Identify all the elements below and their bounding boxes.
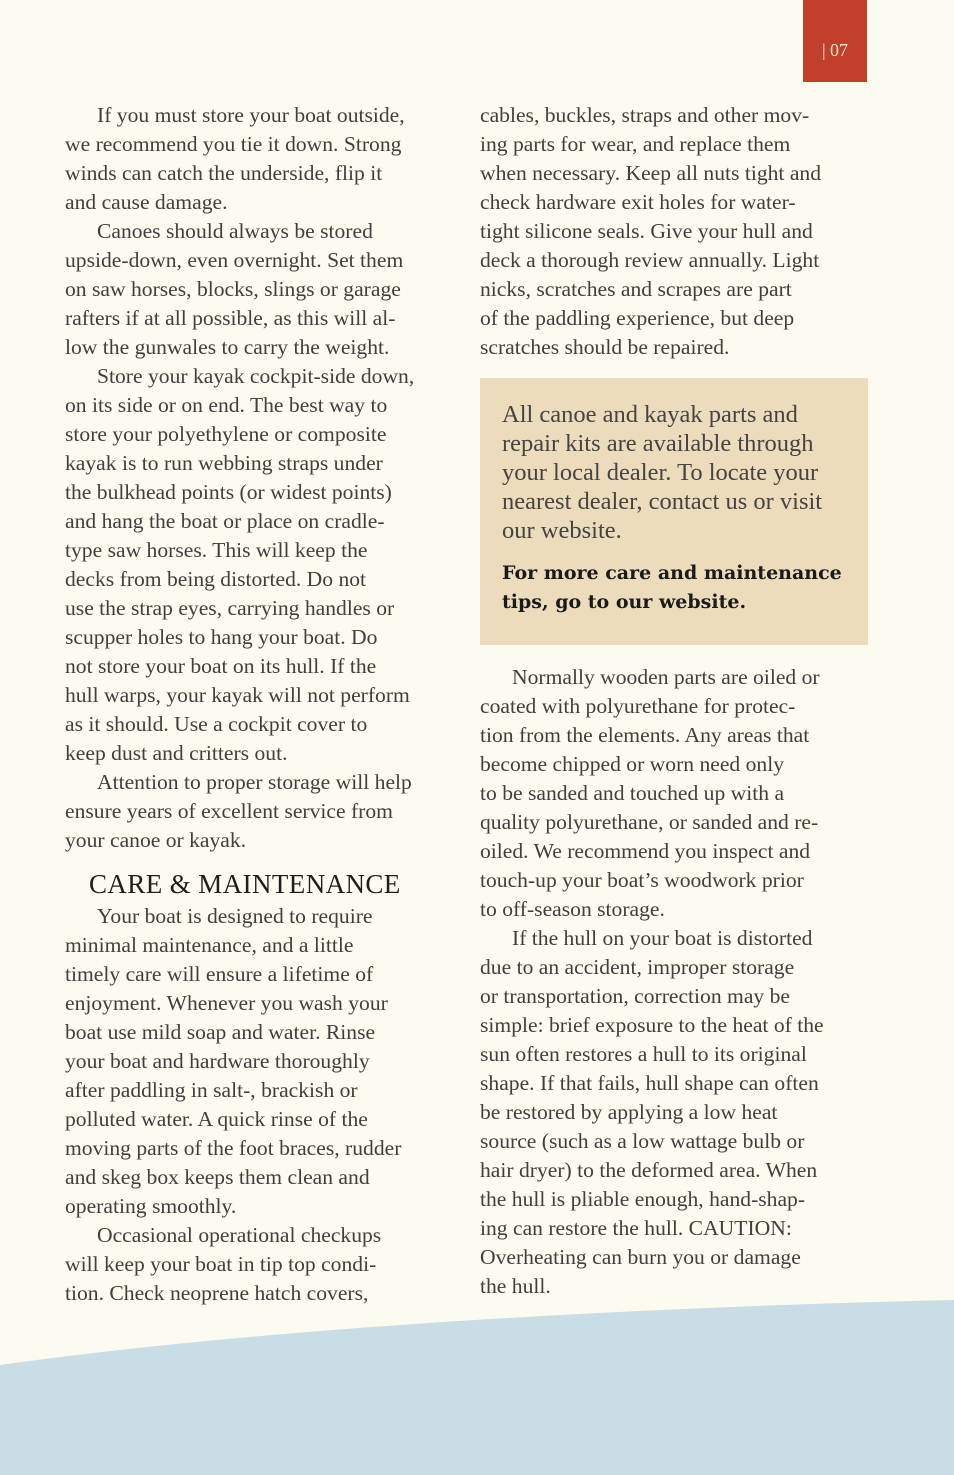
text-line: coated with polyurethane for protec- [480, 694, 796, 718]
text-line: use the strap eyes, carrying handles or [65, 596, 395, 620]
storage-attention-paragraph [65, 768, 457, 855]
text-line: polluted water. A quick rinse of the [65, 1107, 368, 1131]
text-line: repair kits are available through [502, 430, 814, 457]
text-line: If the hull on your boat is distorted [512, 926, 813, 950]
text-line: tion. Check neoprene hatch covers, [65, 1281, 369, 1305]
text-line: decks from being distorted. Do not [65, 567, 367, 591]
section-heading: CARE & MAINTENANCE [89, 869, 401, 899]
maintenance-intro-paragraph [65, 902, 457, 1221]
text-line: be restored by applying a low heat [480, 1100, 778, 1124]
operational-checkups-paragraph [65, 1221, 457, 1308]
text-line: Overheating can burn you or damage [480, 1245, 801, 1269]
text-line: will keep your boat in tip top condi- [65, 1252, 377, 1276]
text-line: and cause damage. [65, 190, 228, 214]
text-line: For more care and maintenance [502, 562, 842, 584]
left-column [65, 101, 457, 1308]
canoe-storage-paragraph [65, 217, 457, 362]
text-line: Canoes should always be stored [97, 219, 373, 243]
text-line: the hull is pliable enough, hand-shap- [480, 1187, 806, 1211]
text-line: touch-up your boat’s woodwork prior [480, 868, 804, 892]
text-line: tion from the elements. Any areas that [480, 723, 810, 747]
wooden-parts-paragraph [480, 663, 868, 924]
text-line: check hardware exit holes for water- [480, 190, 796, 214]
text-line: and skeg box keeps them clean and [65, 1165, 370, 1189]
text-line: on saw horses, blocks, slings or garage [65, 277, 401, 301]
text-line: hair dryer) to the deformed area. When [480, 1158, 818, 1182]
callout-text [502, 400, 848, 545]
text-line: Your boat is designed to require [97, 904, 373, 928]
text-line: source (such as a low wattage bulb or [480, 1129, 805, 1153]
hull-distortion-paragraph [480, 924, 868, 1301]
storage-outside-paragraph [65, 101, 457, 217]
callout-website-tip [502, 559, 848, 617]
text-line: minimal maintenance, and a little [65, 933, 354, 957]
text-line: hull warps, your kayak will not perform [65, 683, 410, 707]
dealer-callout-box [480, 378, 868, 645]
hardware-check-paragraph [480, 101, 868, 362]
text-line: our website. [502, 517, 622, 544]
text-line: Attention to proper storage will help [97, 770, 412, 794]
text-line: not store your boat on its hull. If the [65, 654, 377, 678]
text-line: timely care will ensure a lifetime of [65, 962, 374, 986]
text-line: store your polyethylene or composite [65, 422, 387, 446]
text-line: on its side or on end. The best way to [65, 393, 388, 417]
text-line: Normally wooden parts are oiled or [512, 665, 820, 689]
text-line: oiled. We recommend you inspect and [480, 839, 811, 863]
text-line: tight silicone seals. Give your hull and [480, 219, 813, 243]
text-line: due to an accident, improper storage [480, 955, 795, 979]
text-line: ing parts for wear, and replace them [480, 132, 791, 156]
text-line: All canoe and kayak parts and [502, 401, 798, 428]
text-line: nicks, scratches and scrapes are part [480, 277, 792, 301]
text-line: winds can catch the underside, flip it [65, 161, 383, 185]
text-line: become chipped or worn need only [480, 752, 785, 776]
text-line: keep dust and critters out. [65, 741, 288, 765]
text-line: your local dealer. To locate your [502, 459, 819, 486]
text-line: tips, go to our website. [502, 591, 747, 613]
text-line: shape. If that fails, hull shape can often [480, 1071, 819, 1095]
text-line: when necessary. Keep all nuts tight and [480, 161, 821, 185]
text-line: enjoyment. Whenever you wash your [65, 991, 388, 1015]
kayak-storage-paragraph [65, 362, 457, 768]
text-line: the hull. [480, 1274, 551, 1298]
page-number-tab [803, 0, 867, 82]
text-line: as it should. Use a cockpit cover to [65, 712, 368, 736]
text-line: after paddling in salt-, brackish or [65, 1078, 358, 1102]
page-number: | 07 [821, 40, 849, 60]
text-line: deck a thorough review annually. Light [480, 248, 820, 272]
text-line: type saw horses. This will keep the [65, 538, 368, 562]
text-line: to off-season storage. [480, 897, 665, 921]
text-line: moving parts of the foot braces, rudder [65, 1136, 402, 1160]
text-line: rafters if at all possible, as this will al- [65, 306, 396, 330]
water-wave-decoration [0, 1290, 954, 1475]
text-line: ensure years of excellent service from [65, 799, 393, 823]
text-line: boat use mild soap and water. Rinse [65, 1020, 376, 1044]
text-line: operating smoothly. [65, 1194, 237, 1218]
text-line: of the paddling experience, but deep [480, 306, 795, 330]
text-line: we recommend you tie it down. Strong [65, 132, 402, 156]
text-line: to be sanded and touched up with a [480, 781, 785, 805]
text-line: scratches should be repaired. [480, 335, 730, 359]
text-line: Occasional operational checkups [97, 1223, 382, 1247]
text-line: upside-down, even overnight. Set them [65, 248, 404, 272]
text-line: sun often restores a hull to its original [480, 1042, 807, 1066]
text-line: the bulkhead points (or widest points) [65, 480, 392, 504]
text-line: cables, buckles, straps and other mov- [480, 103, 810, 127]
text-line: your boat and hardware thoroughly [65, 1049, 370, 1073]
text-line: scupper holes to hang your boat. Do [65, 625, 378, 649]
text-line: If you must store your boat outside, [97, 103, 405, 127]
right-column [480, 101, 868, 1301]
text-line: quality polyurethane, or sanded and re- [480, 810, 819, 834]
text-line: simple: brief exposure to the heat of the [480, 1013, 824, 1037]
text-line: nearest dealer, contact us or visit [502, 488, 823, 515]
text-line: kayak is to run webbing straps under [65, 451, 383, 475]
text-line: or transportation, correction may be [480, 984, 790, 1008]
text-line: low the gunwales to carry the weight. [65, 335, 390, 359]
text-line: Store your kayak cockpit-side down, [97, 364, 415, 388]
text-line: your canoe or kayak. [65, 828, 247, 852]
text-line: and hang the boat or place on cradle- [65, 509, 385, 533]
text-line: ing can restore the hull. CAUTION: [480, 1216, 792, 1240]
